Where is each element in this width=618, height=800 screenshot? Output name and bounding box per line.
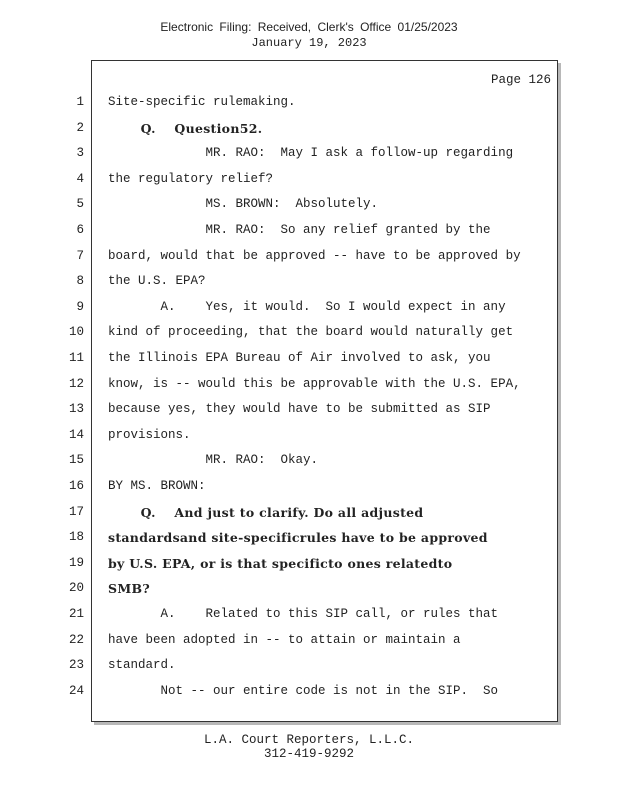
line-number: 10 (68, 325, 84, 340)
transcript-line (0, 300, 618, 322)
transcript-line (0, 325, 618, 347)
line-number: 3 (76, 146, 84, 161)
transcript-line (0, 402, 618, 424)
line-number: 14 (68, 427, 84, 442)
line-text: the regulatory relief? (108, 171, 274, 186)
line-number: 17 (68, 504, 84, 519)
line-text: board, would that be approved -- have to be approved by (108, 248, 521, 263)
transcript-line (0, 479, 618, 501)
line-text: because yes, they would have to be submitted as SIP (108, 402, 491, 417)
footer-phone: 312-419-9292 (263, 747, 354, 761)
line-text: Site-specific rulemaking. (108, 95, 296, 109)
line-number: 4 (76, 171, 84, 186)
transcript-line (0, 197, 618, 219)
footer (0, 733, 618, 761)
line-number: 22 (68, 632, 84, 647)
transcript-line (0, 581, 618, 603)
line-text: kind of proceeding, that the board would naturally get (108, 325, 514, 340)
line-text: MS. BROWN: Absolutely. (108, 197, 379, 212)
line-text: standardsand site-specificrules have to be approved (108, 530, 488, 546)
transcript-line (0, 377, 618, 399)
line-text: SMB? (108, 581, 150, 597)
line-text: A. Yes, it would. So I would expect in any (108, 299, 506, 314)
line-number: 23 (68, 658, 84, 673)
line-number: 11 (68, 351, 84, 365)
line-number: 5 (76, 197, 84, 212)
line-number: 1 (76, 95, 84, 109)
transcript-line (0, 351, 618, 373)
line-number: 20 (68, 581, 84, 596)
transcript-line (0, 556, 618, 578)
line-text: by U.S. EPA, or is that specificto ones relatedto (108, 555, 453, 571)
transcript-line (0, 428, 618, 450)
line-text: know, is -- would this be approvable with the U.S. EPA, (108, 376, 521, 391)
line-text: BY MS. BROWN: (108, 479, 206, 493)
line-number: 15 (68, 453, 84, 468)
line-number: 2 (76, 120, 84, 135)
line-text: standard. (108, 658, 176, 673)
transcript-line (0, 146, 618, 168)
line-number: 8 (76, 274, 84, 289)
line-text: Q. And just to clarify. Do all adjusted (108, 504, 424, 520)
line-number: 21 (68, 607, 84, 621)
transcript-line (0, 249, 618, 271)
transcript-line (0, 684, 618, 706)
line-number: 18 (68, 530, 84, 545)
transcript-line (0, 223, 618, 245)
transcript-date: January 19, 2023 (251, 36, 367, 50)
line-number: 12 (68, 376, 84, 391)
transcript-line (0, 607, 618, 629)
line-number: 6 (76, 223, 84, 237)
line-text: have been adopted in -- to attain or maintain a (108, 632, 461, 647)
line-text: provisions. (108, 427, 191, 442)
line-number: 9 (76, 299, 84, 314)
line-number: 16 (68, 479, 84, 493)
transcript-line (0, 95, 618, 117)
line-number: 24 (68, 683, 84, 698)
line-text: MR. RAO: Okay. (108, 453, 319, 468)
transcript-line (0, 633, 618, 655)
line-text: Not -- our entire code is not in the SIP. So (108, 683, 499, 698)
line-text: A. Related to this SIP call, or rules that (108, 607, 499, 621)
footer-company: L.A. Court Reporters, L.L.C. (203, 733, 415, 747)
transcript-line (0, 274, 618, 296)
line-number: 13 (68, 402, 84, 417)
filing-stamp: Electronic Filing: Received, Clerk's Office 01/25/2023 (160, 20, 458, 34)
line-text: MR. RAO: So any relief granted by the (108, 223, 491, 237)
line-text: the Illinois EPA Bureau of Air involved to ask, you (108, 351, 491, 365)
transcript-line (0, 453, 618, 475)
transcript-line (0, 505, 618, 527)
line-number: 19 (68, 555, 84, 570)
transcript-line (0, 121, 618, 143)
transcript-line (0, 530, 618, 552)
line-number: 7 (76, 248, 84, 263)
page-number: Page 126 (490, 73, 551, 87)
transcript-line (0, 172, 618, 194)
line-text: Q. Question52. (108, 120, 263, 136)
line-text: the U.S. EPA? (108, 274, 206, 289)
transcript-line (0, 658, 618, 680)
line-text: MR. RAO: May I ask a follow-up regarding (108, 146, 514, 161)
